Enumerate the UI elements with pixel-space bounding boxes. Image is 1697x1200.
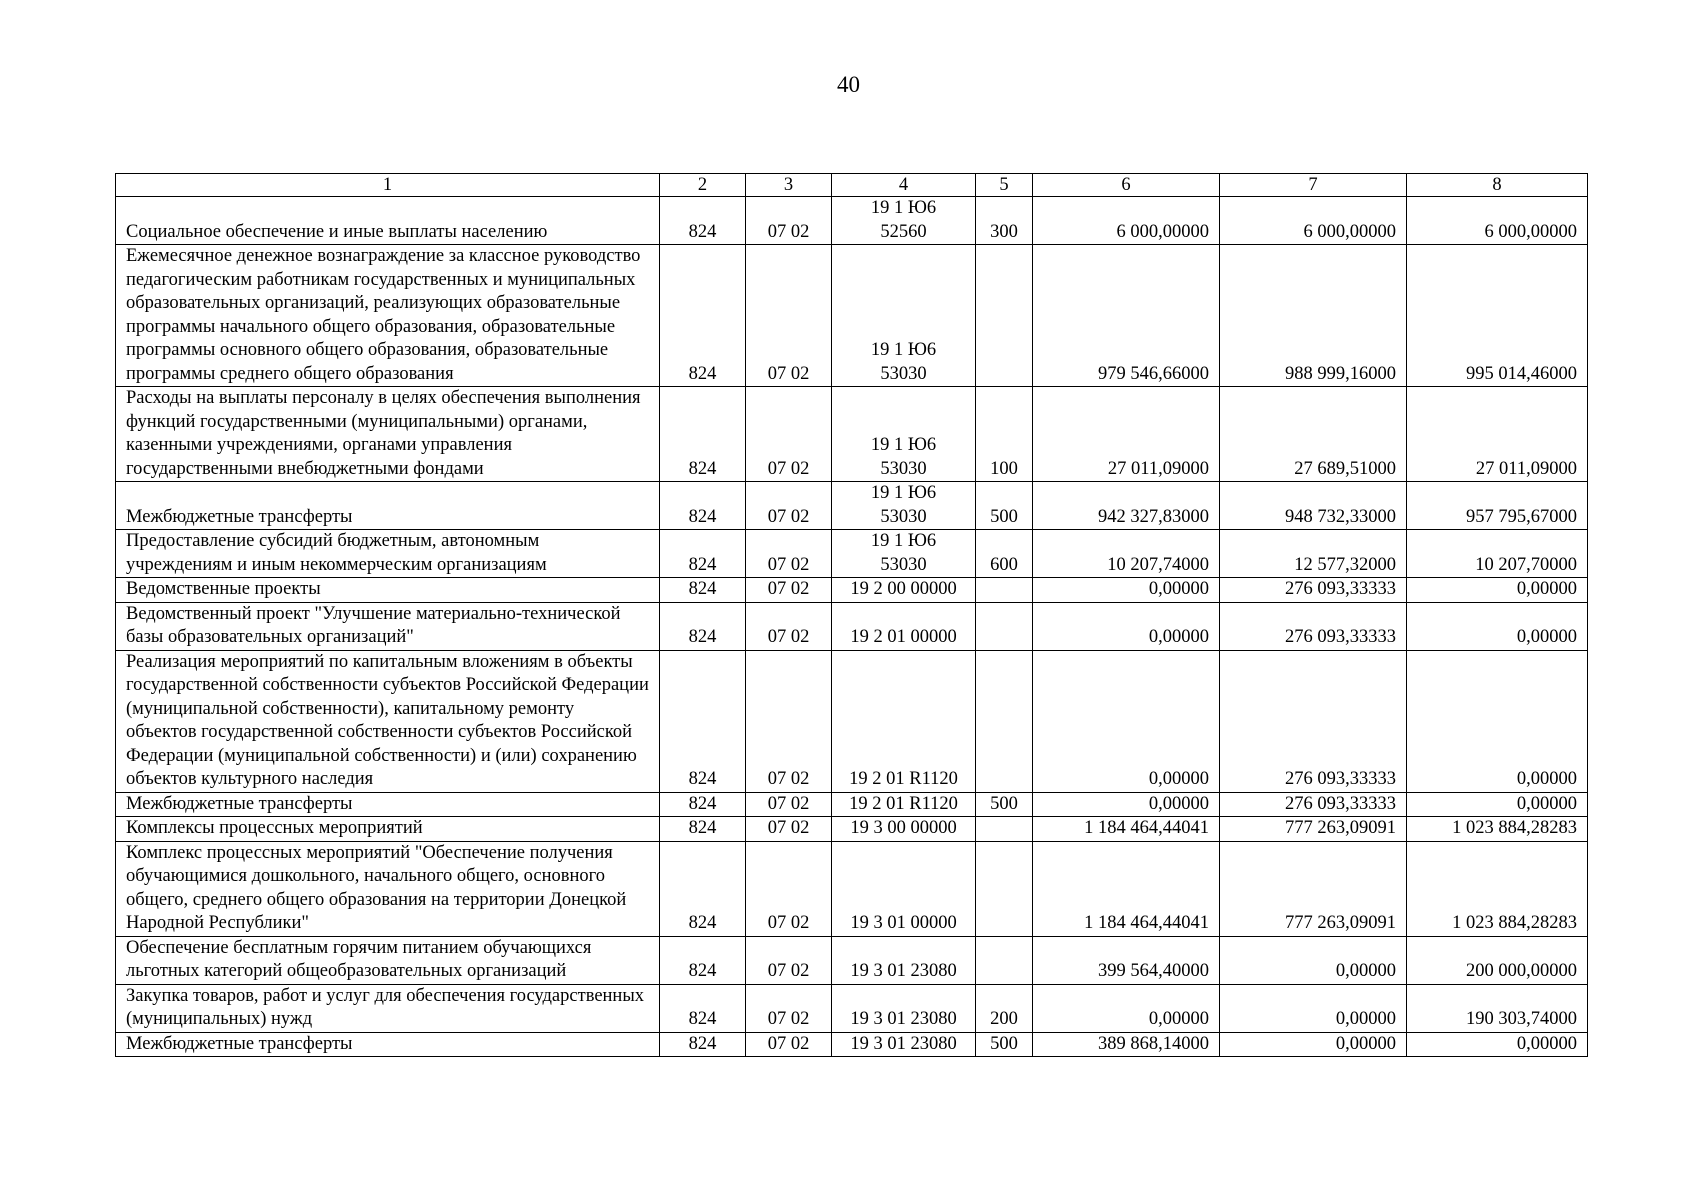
expense-type-code: 500 (976, 1032, 1033, 1057)
target-article-code: 19 1 Ю6 53030 (832, 530, 976, 578)
expense-type-code (976, 245, 1033, 387)
amount-year-1: 942 327,83000 (1033, 482, 1220, 530)
table-row (116, 841, 1588, 936)
expense-name: Закупка товаров, работ и услуг для обеспечения государственных (муниципальных) нужд (116, 984, 660, 1032)
amount-year-3: 190 303,74000 (1407, 984, 1588, 1032)
department-code: 824 (660, 530, 746, 578)
expense-name: Межбюджетные трансферты (116, 1032, 660, 1057)
target-article-code: 19 3 01 23080 (832, 984, 976, 1032)
section-code: 07 02 (746, 482, 832, 530)
expense-name: Межбюджетные трансферты (116, 482, 660, 530)
table-row (116, 602, 1588, 650)
amount-year-3: 0,00000 (1407, 1032, 1588, 1057)
column-header: 5 (976, 174, 1033, 197)
department-code: 824 (660, 1032, 746, 1057)
target-article-code: 19 1 Ю6 53030 (832, 387, 976, 482)
table-row (116, 984, 1588, 1032)
department-code: 824 (660, 387, 746, 482)
table-row (116, 578, 1588, 603)
table-row (116, 387, 1588, 482)
amount-year-2: 6 000,00000 (1220, 197, 1407, 245)
target-article-code: 19 3 00 00000 (832, 817, 976, 842)
amount-year-2: 276 093,33333 (1220, 602, 1407, 650)
expense-type-code (976, 650, 1033, 792)
table-row (116, 792, 1588, 817)
target-article-code: 19 3 01 23080 (832, 936, 976, 984)
table-row (116, 245, 1588, 387)
column-header: 7 (1220, 174, 1407, 197)
expense-type-code (976, 602, 1033, 650)
department-code: 824 (660, 245, 746, 387)
section-code: 07 02 (746, 841, 832, 936)
section-code: 07 02 (746, 792, 832, 817)
expense-type-code (976, 841, 1033, 936)
amount-year-2: 12 577,32000 (1220, 530, 1407, 578)
amount-year-3: 27 011,09000 (1407, 387, 1588, 482)
amount-year-3: 0,00000 (1407, 650, 1588, 792)
section-code: 07 02 (746, 387, 832, 482)
section-code: 07 02 (746, 602, 832, 650)
expense-name: Комплекс процессных мероприятий "Обеспечение получения обучающимися дошкольного, начального общего, основного общего, среднего общего образования на территории Донецкой Народной Республики" (116, 841, 660, 936)
amount-year-2: 276 093,33333 (1220, 792, 1407, 817)
expense-name: Комплексы процессных мероприятий (116, 817, 660, 842)
section-code: 07 02 (746, 578, 832, 603)
amount-year-1: 10 207,74000 (1033, 530, 1220, 578)
amount-year-1: 1 184 464,44041 (1033, 817, 1220, 842)
amount-year-2: 0,00000 (1220, 984, 1407, 1032)
amount-year-1: 1 184 464,44041 (1033, 841, 1220, 936)
column-header: 8 (1407, 174, 1588, 197)
department-code: 824 (660, 792, 746, 817)
table-row (116, 1032, 1588, 1057)
amount-year-2: 777 263,09091 (1220, 817, 1407, 842)
target-article-code: 19 3 01 23080 (832, 1032, 976, 1057)
column-header: 4 (832, 174, 976, 197)
budget-table (115, 173, 1588, 1057)
expense-name: Предоставление субсидий бюджетным, автономным учреждениям и иным некоммерческим организациям (116, 530, 660, 578)
amount-year-1: 27 011,09000 (1033, 387, 1220, 482)
expense-name: Межбюджетные трансферты (116, 792, 660, 817)
amount-year-3: 995 014,46000 (1407, 245, 1588, 387)
target-article-code: 19 2 01 R1120 (832, 650, 976, 792)
amount-year-3: 200 000,00000 (1407, 936, 1588, 984)
amount-year-3: 957 795,67000 (1407, 482, 1588, 530)
expense-name: Расходы на выплаты персоналу в целях обеспечения выполнения функций государственными (муниципальными) органами, казенными учреждениями, органами управления государственными внебюджетными фондами (116, 387, 660, 482)
expense-type-code (976, 817, 1033, 842)
expense-type-code: 300 (976, 197, 1033, 245)
table-row (116, 817, 1588, 842)
amount-year-1: 0,00000 (1033, 792, 1220, 817)
amount-year-2: 988 999,16000 (1220, 245, 1407, 387)
table-row (116, 650, 1588, 792)
amount-year-1: 0,00000 (1033, 602, 1220, 650)
expense-type-code: 200 (976, 984, 1033, 1032)
department-code: 824 (660, 602, 746, 650)
expense-name: Ведомственный проект "Улучшение материально-технической базы образовательных организаций" (116, 602, 660, 650)
section-code: 07 02 (746, 936, 832, 984)
amount-year-2: 27 689,51000 (1220, 387, 1407, 482)
target-article-code: 19 1 Ю6 53030 (832, 482, 976, 530)
amount-year-2: 0,00000 (1220, 1032, 1407, 1057)
amount-year-2: 0,00000 (1220, 936, 1407, 984)
expense-type-code: 100 (976, 387, 1033, 482)
section-code: 07 02 (746, 197, 832, 245)
department-code: 824 (660, 578, 746, 603)
amount-year-3: 1 023 884,28283 (1407, 841, 1588, 936)
target-article-code: 19 3 01 00000 (832, 841, 976, 936)
amount-year-1: 0,00000 (1033, 984, 1220, 1032)
column-header: 2 (660, 174, 746, 197)
column-number-row (116, 174, 1588, 197)
department-code: 824 (660, 482, 746, 530)
expense-type-code: 500 (976, 792, 1033, 817)
department-code: 824 (660, 197, 746, 245)
expense-name: Ведомственные проекты (116, 578, 660, 603)
amount-year-1: 6 000,00000 (1033, 197, 1220, 245)
amount-year-2: 276 093,33333 (1220, 578, 1407, 603)
amount-year-3: 6 000,00000 (1407, 197, 1588, 245)
section-code: 07 02 (746, 245, 832, 387)
expense-name: Обеспечение бесплатным горячим питанием обучающихся льготных категорий общеобразовательных организаций (116, 936, 660, 984)
expense-type-code (976, 936, 1033, 984)
expense-type-code: 500 (976, 482, 1033, 530)
amount-year-1: 389 868,14000 (1033, 1032, 1220, 1057)
expense-name: Реализация мероприятий по капитальным вложениям в объекты государственной собственности субъектов Российской Федерации (муниципальной собственности), капитальному ремонту объектов государственной собственности субъектов Российской Федерации (муниципальной собственности) и (или) сохранению объектов культурного наследия (116, 650, 660, 792)
section-code: 07 02 (746, 650, 832, 792)
amount-year-1: 0,00000 (1033, 578, 1220, 603)
amount-year-3: 1 023 884,28283 (1407, 817, 1588, 842)
column-header: 3 (746, 174, 832, 197)
target-article-code: 19 1 Ю6 52560 (832, 197, 976, 245)
department-code: 824 (660, 841, 746, 936)
department-code: 824 (660, 936, 746, 984)
section-code: 07 02 (746, 1032, 832, 1057)
amount-year-3: 0,00000 (1407, 792, 1588, 817)
target-article-code: 19 2 01 00000 (832, 602, 976, 650)
section-code: 07 02 (746, 530, 832, 578)
column-header: 1 (116, 174, 660, 197)
department-code: 824 (660, 817, 746, 842)
amount-year-3: 0,00000 (1407, 578, 1588, 603)
target-article-code: 19 2 01 R1120 (832, 792, 976, 817)
section-code: 07 02 (746, 984, 832, 1032)
department-code: 824 (660, 650, 746, 792)
expense-type-code (976, 578, 1033, 603)
amount-year-2: 948 732,33000 (1220, 482, 1407, 530)
amount-year-1: 399 564,40000 (1033, 936, 1220, 984)
table-row (116, 482, 1588, 530)
column-header: 6 (1033, 174, 1220, 197)
table-row (116, 530, 1588, 578)
amount-year-2: 276 093,33333 (1220, 650, 1407, 792)
table-row (116, 197, 1588, 245)
section-code: 07 02 (746, 817, 832, 842)
amount-year-2: 777 263,09091 (1220, 841, 1407, 936)
amount-year-3: 0,00000 (1407, 602, 1588, 650)
amount-year-1: 979 546,66000 (1033, 245, 1220, 387)
expense-name: Социальное обеспечение и иные выплаты населению (116, 197, 660, 245)
page-number: 40 (837, 72, 860, 97)
amount-year-3: 10 207,70000 (1407, 530, 1588, 578)
expense-name: Ежемесячное денежное вознаграждение за классное руководство педагогическим работникам государственных и муниципальных образовательных организаций, реализующих образовательные программы начального общего образования, образовательные программы основного общего образования, образовательные программы среднего общего образования (116, 245, 660, 387)
table-row (116, 936, 1588, 984)
target-article-code: 19 2 00 00000 (832, 578, 976, 603)
target-article-code: 19 1 Ю6 53030 (832, 245, 976, 387)
amount-year-1: 0,00000 (1033, 650, 1220, 792)
department-code: 824 (660, 984, 746, 1032)
expense-type-code: 600 (976, 530, 1033, 578)
